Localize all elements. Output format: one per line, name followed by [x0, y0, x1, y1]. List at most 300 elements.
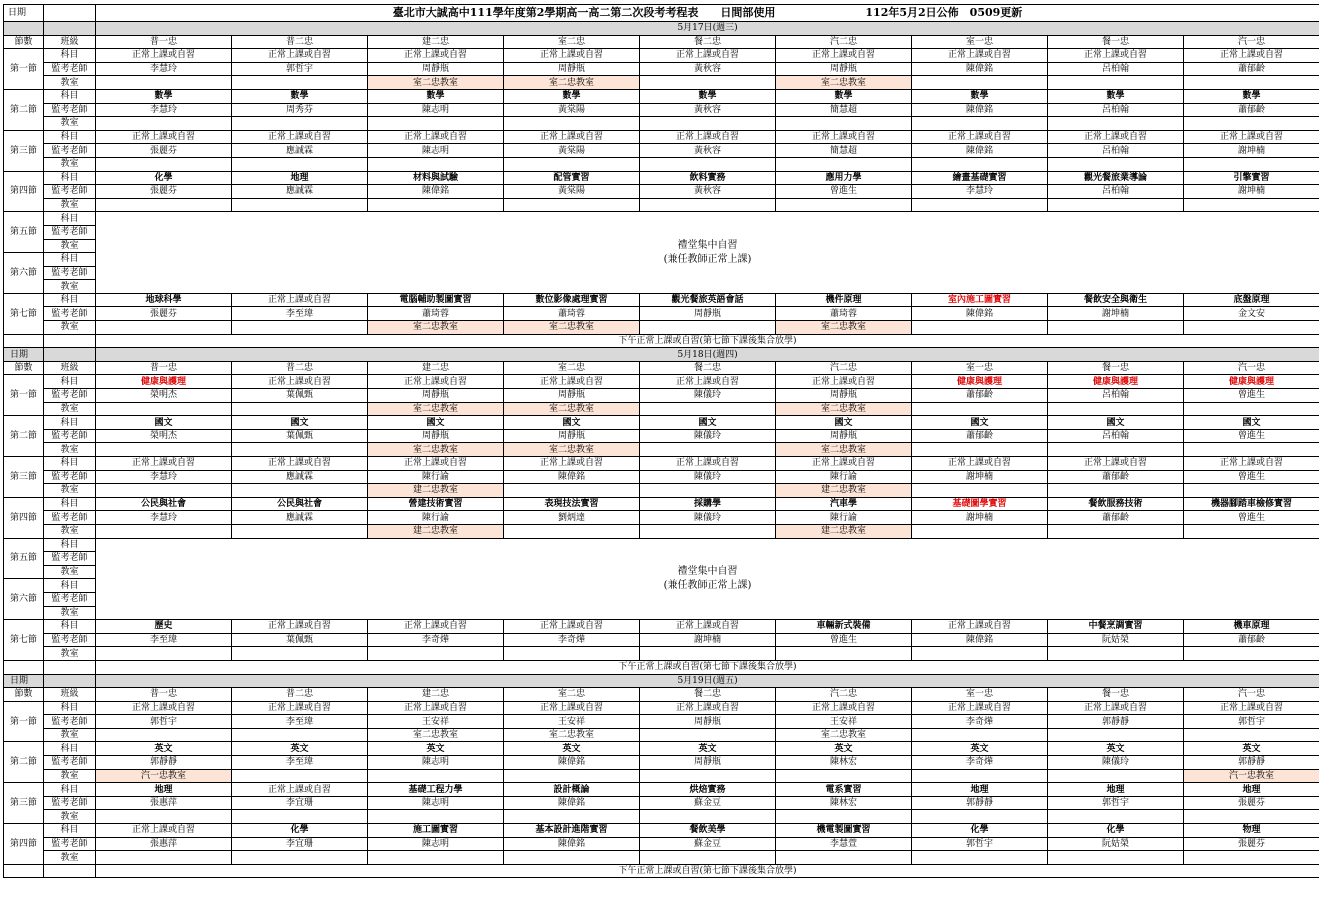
proctor-name: 陳偉銘 [504, 837, 640, 851]
subject-name: 正常上課或自習 [1048, 701, 1184, 715]
subject-name: 正常上課或自習 [776, 49, 912, 63]
title-published: 112年5月2日公佈 0509更新 [865, 6, 1023, 19]
room-name [232, 851, 368, 865]
subject-name: 烘焙實務 [640, 783, 776, 797]
proctor-name: 李至瑋 [232, 307, 368, 321]
proctor-name: 張麗芬 [1184, 837, 1319, 851]
subject-name: 正常上課或自習 [640, 701, 776, 715]
room-name [912, 198, 1048, 212]
proctor-name: 郭哲宇 [1184, 715, 1319, 729]
proctor-row [4, 307, 1319, 321]
class-name: 餐二忠 [640, 688, 776, 702]
title-row [4, 5, 1319, 22]
subject-name: 正常上課或自習 [232, 375, 368, 389]
room-name [368, 157, 504, 171]
class-name: 普二忠 [232, 688, 368, 702]
proctor-name: 陳志明 [368, 756, 504, 770]
proctor-name: 陳偉銘 [912, 307, 1048, 321]
room-name [640, 851, 776, 865]
subject-name: 健康與護理 [1184, 375, 1319, 389]
room-name: 室二忠教室 [368, 76, 504, 90]
proctor-name: 呂柏翰 [1048, 185, 1184, 199]
proctor-name: 周靜瓶 [776, 429, 912, 443]
subject-name: 正常上課或自習 [96, 130, 232, 144]
proctor-label: 監考老師 [44, 756, 96, 770]
proctor-name: 黃棠陽 [504, 144, 640, 158]
room-row [4, 810, 1319, 824]
proctor-name: 呂柏翰 [1048, 429, 1184, 443]
class-name: 汽一忠 [1184, 35, 1319, 49]
proctor-name: 陳偉銘 [504, 470, 640, 484]
subject-name: 正常上課或自習 [368, 620, 504, 634]
room-name [1184, 198, 1319, 212]
subject-name: 國文 [232, 416, 368, 430]
room-name [640, 810, 776, 824]
proctor-row [4, 103, 1319, 117]
room-name [1048, 76, 1184, 90]
proctor-name: 謝坤楠 [912, 470, 1048, 484]
proctor-name: 陳行諭 [776, 470, 912, 484]
subject-name: 應用力學 [776, 171, 912, 185]
subject-name: 英文 [1184, 742, 1319, 756]
room-name [504, 117, 640, 131]
period-name: 第四節 [4, 497, 44, 538]
proctor-name: 蘇金豆 [640, 837, 776, 851]
subject-name: 室內施工圖實習 [912, 293, 1048, 307]
subject-name: 飲料實務 [640, 171, 776, 185]
room-name [96, 484, 232, 498]
subject-name: 國文 [912, 416, 1048, 430]
room-row [4, 647, 1319, 661]
exam-date: 5月18日(週四) [96, 348, 1319, 362]
proctor-name: 黃秋容 [640, 103, 776, 117]
class-name: 普一忠 [96, 35, 232, 49]
subject-name: 正常上課或自習 [96, 824, 232, 838]
proctor-name: 李奇燁 [368, 633, 504, 647]
room-name [96, 443, 232, 457]
room-name [776, 157, 912, 171]
room-label: 教室 [44, 402, 96, 416]
room-name: 建二忠教室 [776, 524, 912, 538]
room-name [1184, 76, 1319, 90]
proctor-name: 黃秋容 [640, 144, 776, 158]
room-name [1184, 402, 1319, 416]
subject-label: 科目 [44, 89, 96, 103]
subject-row [4, 49, 1319, 63]
proctor-name: 陳儀玲 [640, 470, 776, 484]
subject-name: 機電製圖實習 [776, 824, 912, 838]
proctor-name: 郭哲宇 [96, 715, 232, 729]
proctor-name: 李慧萱 [776, 837, 912, 851]
room-label: 教室 [44, 565, 96, 579]
subject-name: 正常上課或自習 [776, 701, 912, 715]
proctor-name: 曾進生 [1184, 470, 1319, 484]
subject-name: 正常上課或自習 [232, 49, 368, 63]
afternoon-note: 下午正常上課或自習(第七節下課後集合放學) [96, 864, 1319, 878]
proctor-label: 監考老師 [44, 103, 96, 117]
proctor-name: 張麗芬 [96, 185, 232, 199]
subject-name: 材料與試驗 [368, 171, 504, 185]
subject-name: 繪畫基礎實習 [912, 171, 1048, 185]
room-name [232, 769, 368, 783]
subject-name: 正常上課或自習 [776, 457, 912, 471]
room-name: 室二忠教室 [368, 402, 504, 416]
proctor-name: 蕭郁齡 [1184, 62, 1319, 76]
subject-name: 配管實習 [504, 171, 640, 185]
period-label: 節數 [4, 35, 44, 49]
subject-name: 健康與護理 [912, 375, 1048, 389]
subject-row [4, 824, 1319, 838]
proctor-label: 監考老師 [44, 307, 96, 321]
proctor-name: 李慧玲 [96, 103, 232, 117]
room-name [912, 321, 1048, 335]
proctor-name: 蕭郁齡 [1048, 511, 1184, 525]
subject-name: 正常上課或自習 [232, 783, 368, 797]
class-name: 建二忠 [368, 35, 504, 49]
subject-name: 國文 [504, 416, 640, 430]
subject-name: 國文 [96, 416, 232, 430]
room-name [640, 443, 776, 457]
room-label: 教室 [44, 810, 96, 824]
room-name [368, 647, 504, 661]
room-name [1184, 647, 1319, 661]
room-name [96, 524, 232, 538]
subject-label: 科目 [44, 375, 96, 389]
subject-name: 英文 [96, 742, 232, 756]
room-label: 教室 [44, 524, 96, 538]
proctor-name: 李至瑋 [96, 633, 232, 647]
subject-label: 科目 [44, 130, 96, 144]
subject-name: 地理 [232, 171, 368, 185]
assembly-subtitle: (兼任教師正常上課) [663, 253, 752, 265]
proctor-name: 呂柏翰 [1048, 62, 1184, 76]
room-name [912, 728, 1048, 742]
room-name [96, 157, 232, 171]
subject-name: 國文 [1184, 416, 1319, 430]
proctor-name: 陳行諭 [368, 470, 504, 484]
assembly-note [96, 212, 1319, 294]
period-name: 第二節 [4, 416, 44, 457]
proctor-name: 蕭郁齡 [1048, 470, 1184, 484]
room-name [776, 647, 912, 661]
room-row [4, 157, 1319, 171]
room-name [368, 769, 504, 783]
subject-name: 車輛新式裝備 [776, 620, 912, 634]
class-name: 室一忠 [912, 35, 1048, 49]
subject-name: 國文 [776, 416, 912, 430]
room-name [1184, 443, 1319, 457]
proctor-name: 王安祥 [504, 715, 640, 729]
subject-name: 觀光餐旅業導論 [1048, 171, 1184, 185]
subject-name: 機器腳踏車檢修實習 [1184, 497, 1319, 511]
room-name [640, 769, 776, 783]
room-name [1048, 851, 1184, 865]
subject-row [4, 416, 1319, 430]
subject-label: 科目 [44, 416, 96, 430]
proctor-name: 郭哲宇 [232, 62, 368, 76]
subject-name: 正常上課或自習 [1184, 701, 1319, 715]
subject-name: 正常上課或自習 [504, 49, 640, 63]
proctor-name: 周靜瓶 [368, 389, 504, 403]
proctor-name: 謝坤楠 [1048, 307, 1184, 321]
proctor-row [4, 511, 1319, 525]
proctor-name: 周靜瓶 [368, 62, 504, 76]
proctor-name: 蕭琦蓉 [776, 307, 912, 321]
room-name: 室二忠教室 [776, 402, 912, 416]
period-name: 第一節 [4, 49, 44, 90]
proctor-label: 監考老師 [44, 185, 96, 199]
proctor-name: 周靜瓶 [776, 62, 912, 76]
subject-row [4, 701, 1319, 715]
room-name [504, 851, 640, 865]
period-name: 第五節 [4, 212, 44, 253]
subject-name: 正常上課或自習 [368, 701, 504, 715]
proctor-label: 監考老師 [44, 429, 96, 443]
proctor-name: 謝坤楠 [912, 511, 1048, 525]
subject-label: 科目 [44, 783, 96, 797]
room-name [640, 321, 776, 335]
proctor-name: 陳偉銘 [504, 756, 640, 770]
subject-name: 正常上課或自習 [1048, 49, 1184, 63]
proctor-name: 王安祥 [776, 715, 912, 729]
subject-name: 國文 [368, 416, 504, 430]
subject-label: 科目 [44, 742, 96, 756]
room-name: 室二忠教室 [368, 443, 504, 457]
subject-name: 正常上課或自習 [912, 620, 1048, 634]
room-name [96, 810, 232, 824]
subject-name: 正常上課或自習 [776, 375, 912, 389]
subject-row [4, 212, 1319, 226]
subject-name: 表現技法實習 [504, 497, 640, 511]
proctor-name: 葉佩甄 [232, 633, 368, 647]
proctor-name: 李慧玲 [96, 511, 232, 525]
subject-name: 正常上課或自習 [232, 293, 368, 307]
room-label: 教室 [44, 443, 96, 457]
subject-name: 正常上課或自習 [232, 701, 368, 715]
room-name: 室二忠教室 [504, 402, 640, 416]
room-label: 教室 [44, 157, 96, 171]
room-row [4, 728, 1319, 742]
room-label: 教室 [44, 647, 96, 661]
room-name: 室二忠教室 [776, 321, 912, 335]
document-title [96, 5, 1319, 22]
proctor-name: 謝坤楠 [640, 633, 776, 647]
subject-name: 機車原理 [1184, 620, 1319, 634]
room-name [1048, 402, 1184, 416]
room-name [912, 443, 1048, 457]
subject-name: 營建技術實習 [368, 497, 504, 511]
subject-row [4, 620, 1319, 634]
subject-name: 中餐烹調實習 [1048, 620, 1184, 634]
proctor-label: 監考老師 [44, 633, 96, 647]
subject-name: 引擎實習 [1184, 171, 1319, 185]
subject-name: 正常上課或自習 [912, 701, 1048, 715]
room-name: 汽一忠教室 [96, 769, 232, 783]
class-header-row [4, 35, 1319, 49]
room-label: 教室 [44, 728, 96, 742]
room-name [368, 851, 504, 865]
proctor-row [4, 756, 1319, 770]
period-name: 第四節 [4, 824, 44, 865]
room-row [4, 198, 1319, 212]
subject-name: 正常上課或自習 [96, 457, 232, 471]
room-name: 室二忠教室 [368, 321, 504, 335]
room-name [776, 810, 912, 824]
proctor-name: 蕭郁齡 [912, 429, 1048, 443]
subject-name: 正常上課或自習 [776, 130, 912, 144]
proctor-name: 周靜瓶 [504, 429, 640, 443]
proctor-name: 陳志明 [368, 144, 504, 158]
subject-name: 正常上課或自習 [640, 457, 776, 471]
proctor-name: 陳儀玲 [640, 429, 776, 443]
subject-name: 數學 [640, 89, 776, 103]
proctor-name: 王安祥 [368, 715, 504, 729]
proctor-label: 監考老師 [44, 144, 96, 158]
proctor-name: 陳偉銘 [912, 144, 1048, 158]
proctor-name: 曾進生 [776, 633, 912, 647]
room-name [504, 198, 640, 212]
period-name: 第二節 [4, 742, 44, 783]
proctor-name: 簡慧超 [776, 103, 912, 117]
subject-name: 英文 [504, 742, 640, 756]
room-name [912, 647, 1048, 661]
proctor-name: 陳志明 [368, 796, 504, 810]
proctor-name: 榮明杰 [96, 429, 232, 443]
proctor-name: 黃棠陽 [504, 103, 640, 117]
subject-name: 數學 [776, 89, 912, 103]
subject-name: 正常上課或自習 [640, 375, 776, 389]
proctor-label: 監考老師 [44, 389, 96, 403]
proctor-name: 張麗芬 [96, 307, 232, 321]
subject-name: 地理 [1048, 783, 1184, 797]
proctor-name: 郭哲宇 [912, 837, 1048, 851]
proctor-label: 監考老師 [44, 511, 96, 525]
class-name: 室二忠 [504, 361, 640, 375]
exam-date: 5月17日(週三) [96, 22, 1319, 36]
proctor-name: 李慧玲 [912, 185, 1048, 199]
proctor-name: 陳行諭 [776, 511, 912, 525]
room-row [4, 117, 1319, 131]
proctor-name: 陳儀玲 [1048, 756, 1184, 770]
proctor-name: 陳儀玲 [640, 511, 776, 525]
proctor-name: 蕭琦蓉 [368, 307, 504, 321]
room-name [640, 484, 776, 498]
class-name: 餐二忠 [640, 361, 776, 375]
class-name: 餐一忠 [1048, 35, 1184, 49]
subject-name: 餐飲服務技術 [1048, 497, 1184, 511]
subject-name: 正常上課或自習 [232, 457, 368, 471]
proctor-name: 阮姑榮 [1048, 837, 1184, 851]
class-name: 汽二忠 [776, 35, 912, 49]
period-label: 節數 [4, 688, 44, 702]
assembly-subtitle: (兼任教師正常上課) [663, 579, 752, 591]
room-name [1184, 851, 1319, 865]
period-name: 第六節 [4, 579, 44, 620]
subject-name: 數學 [1048, 89, 1184, 103]
class-name: 室一忠 [912, 361, 1048, 375]
assembly-title: 禮堂集中自習 [677, 239, 738, 251]
subject-name: 化學 [912, 824, 1048, 838]
proctor-name: 陳林宏 [776, 796, 912, 810]
subject-label: 科目 [44, 253, 96, 267]
afternoon-note: 下午正常上課或自習(第七節下課後集合放學) [96, 334, 1319, 348]
room-name [912, 76, 1048, 90]
subject-label: 科目 [44, 579, 96, 593]
proctor-name: 周靜瓶 [504, 389, 640, 403]
room-name [96, 198, 232, 212]
room-name [96, 117, 232, 131]
room-name [504, 484, 640, 498]
footer-row [4, 864, 1319, 878]
subject-name: 汽車學 [776, 497, 912, 511]
room-name [640, 524, 776, 538]
room-label: 教室 [44, 117, 96, 131]
proctor-name: 劉炳達 [504, 511, 640, 525]
room-label: 教室 [44, 76, 96, 90]
proctor-name: 李奇燁 [912, 715, 1048, 729]
room-name [368, 117, 504, 131]
subject-name: 地理 [96, 783, 232, 797]
room-name [1184, 524, 1319, 538]
room-name [640, 157, 776, 171]
class-name: 室二忠 [504, 688, 640, 702]
subject-row [4, 497, 1319, 511]
proctor-name: 周靜瓶 [776, 389, 912, 403]
proctor-row [4, 837, 1319, 851]
proctor-name: 李至瑋 [232, 756, 368, 770]
afternoon-note: 下午正常上課或自習(第七節下課後集合放學) [96, 660, 1319, 674]
room-name [232, 117, 368, 131]
room-name: 室二忠教室 [776, 443, 912, 457]
subject-name: 採購學 [640, 497, 776, 511]
room-name [1048, 157, 1184, 171]
subject-name: 電系實習 [776, 783, 912, 797]
room-name [504, 524, 640, 538]
date-label: 日期 [4, 348, 44, 362]
proctor-name: 曾進生 [1184, 511, 1319, 525]
room-name: 室二忠教室 [776, 76, 912, 90]
room-name [912, 402, 1048, 416]
subject-name: 正常上課或自習 [232, 130, 368, 144]
period-name: 第七節 [4, 293, 44, 334]
proctor-label: 監考老師 [44, 470, 96, 484]
subject-name: 正常上課或自習 [640, 49, 776, 63]
subject-row [4, 457, 1319, 471]
proctor-row [4, 715, 1319, 729]
proctor-name: 張麗芬 [96, 144, 232, 158]
proctor-name: 張麗芬 [1184, 796, 1319, 810]
subject-name: 化學 [96, 171, 232, 185]
room-row [4, 524, 1319, 538]
room-name [1048, 321, 1184, 335]
room-row [4, 321, 1319, 335]
subject-name: 正常上課或自習 [912, 49, 1048, 63]
room-name [640, 76, 776, 90]
subject-name: 基本設計進階實習 [504, 824, 640, 838]
room-name [232, 443, 368, 457]
subject-label: 科目 [44, 538, 96, 552]
room-row [4, 851, 1319, 865]
room-name [912, 484, 1048, 498]
room-name [912, 810, 1048, 824]
room-name [1048, 769, 1184, 783]
subject-name: 英文 [776, 742, 912, 756]
class-name: 汽二忠 [776, 688, 912, 702]
period-label: 節數 [4, 361, 44, 375]
subject-name: 正常上課或自習 [640, 620, 776, 634]
proctor-name: 應誠霖 [232, 144, 368, 158]
proctor-name: 陳偉銘 [504, 796, 640, 810]
